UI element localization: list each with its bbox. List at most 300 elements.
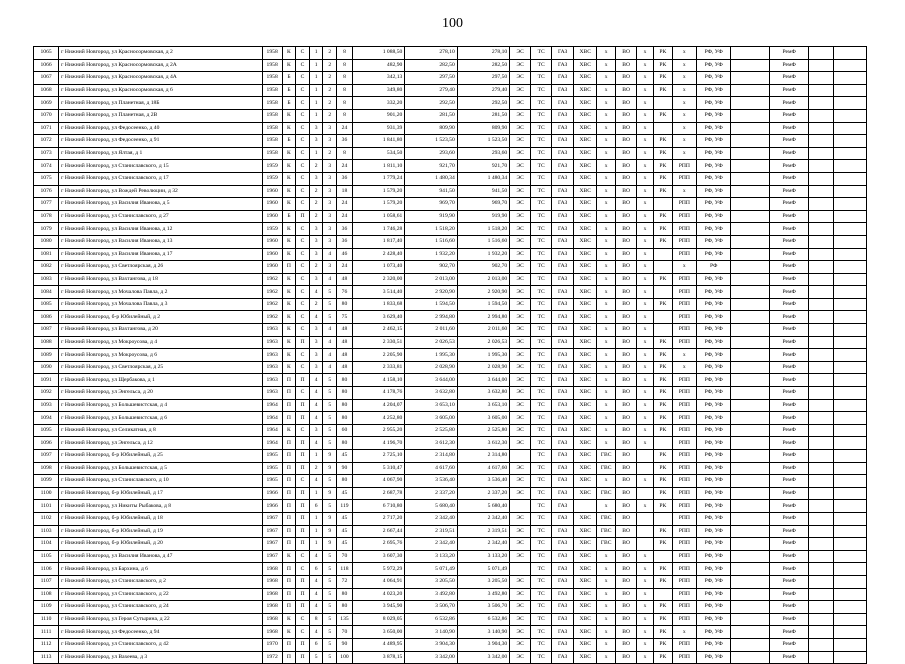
cell-electricity: ЭС — [510, 336, 531, 349]
cell-total-area: 3 650,00 — [352, 626, 404, 639]
cell-col-17: х — [637, 563, 654, 576]
cell-address: г Нижний Новгород, ул Мокроусова, д 6 — [59, 349, 263, 362]
cell-heating: ТС — [531, 437, 552, 450]
cell-total-area: 1 579,20 — [352, 198, 404, 211]
cell-build-year: 1958 — [262, 109, 282, 122]
cell-col-24 — [834, 626, 867, 639]
cell-living-area: 2 525,80 — [405, 424, 457, 437]
cell-wall-material: К — [282, 198, 296, 211]
cell-residential-area: 3 605,00 — [457, 412, 509, 425]
cell-col-21 — [731, 638, 770, 651]
cell-col-21 — [731, 97, 770, 110]
cell-roof-facade: РФ, УФ — [696, 84, 731, 97]
cell-gas: ГАЗ — [552, 235, 574, 248]
cell-sewerage: ВО — [616, 311, 637, 324]
cell-record-number: 1107 — [34, 575, 59, 588]
cell-residential-area: 2 013,00 — [457, 273, 509, 286]
cell-sewerage: ВО — [616, 399, 637, 412]
cell-living-area: 1 516,60 — [405, 235, 457, 248]
cell-elevator: РПП — [672, 424, 696, 437]
cell-repair-fund: РемФ — [770, 210, 809, 223]
cell-record-number: 1110 — [34, 613, 59, 626]
cell-build-year: 1970 — [262, 638, 282, 651]
cell-roof-facade: РФ — [696, 261, 731, 274]
cell-electricity: ЭС — [510, 374, 531, 387]
cell-living-area: 902,70 — [405, 261, 457, 274]
cell-entrances: 2 — [309, 462, 323, 475]
cell-total-area: 4 196,70 — [352, 437, 404, 450]
cell-elevator: РПП — [672, 500, 696, 513]
cell-apartments: 36 — [337, 223, 353, 236]
cell-col-21 — [731, 550, 770, 563]
cell-sewerage: ВО — [616, 361, 637, 374]
cell-apartments: 45 — [337, 538, 353, 551]
cell-floor-type: П — [296, 525, 310, 538]
cell-cold-water: ХВС — [574, 172, 597, 185]
cell-repair-fund: РемФ — [770, 349, 809, 362]
cell-col-21 — [731, 135, 770, 148]
cell-ventilation: РК — [653, 424, 672, 437]
cell-living-area: 1 995,30 — [405, 349, 457, 362]
cell-repair-fund: РемФ — [770, 135, 809, 148]
cell-roof-facade: РФ, УФ — [696, 198, 731, 211]
cell-wall-material: К — [282, 59, 296, 72]
cell-electricity: ЭС — [510, 575, 531, 588]
cell-living-area: 2 013,00 — [405, 273, 457, 286]
cell-sewerage: ВО — [616, 349, 637, 362]
cell-repair-fund: РемФ — [770, 261, 809, 274]
cell-heating: ТС — [531, 399, 552, 412]
cell-record-number: 1097 — [34, 450, 59, 463]
cell-address: г Нижний Новгород, ул Большевистская, д 5 — [59, 462, 263, 475]
cell-residential-area: 3 492,80 — [457, 588, 509, 601]
cell-gas: ГАЗ — [552, 638, 574, 651]
cell-elevator: РПП — [672, 601, 696, 614]
cell-record-number: 1106 — [34, 563, 59, 576]
cell-apartments: 135 — [337, 613, 353, 626]
cell-wall-material: Б — [282, 72, 296, 85]
cell-ventilation: РК — [653, 59, 672, 72]
cell-col-17: х — [637, 84, 654, 97]
cell-living-area: 297,50 — [405, 72, 457, 85]
cell-col-24 — [834, 512, 867, 525]
cell-sewerage: ВО — [616, 563, 637, 576]
cell-electricity: ЭС — [510, 399, 531, 412]
table-row — [34, 185, 867, 198]
cell-residential-area: 282,50 — [457, 59, 509, 72]
cell-elevator: РПП — [672, 286, 696, 299]
cell-address: г Нижний Новгород, ул Станиславского, д 27 — [59, 210, 263, 223]
cell-living-area: 1 523,50 — [405, 135, 457, 148]
cell-repair-fund: РемФ — [770, 538, 809, 551]
cell-floor-type: П — [296, 210, 310, 223]
cell-floor-type: П — [296, 374, 310, 387]
cell-roof-facade: РФ, УФ — [696, 638, 731, 651]
cell-total-area: 4 178,76 — [352, 387, 404, 400]
cell-gas: ГАЗ — [552, 47, 574, 60]
cell-col-24 — [834, 109, 867, 122]
cell-col-21 — [731, 374, 770, 387]
cell-col-17: х — [637, 500, 654, 513]
cell-floors: 3 — [323, 122, 337, 135]
cell-roof-facade: РФ, УФ — [696, 223, 731, 236]
cell-col-17: х — [637, 387, 654, 400]
cell-residential-area: 919,90 — [457, 210, 509, 223]
cell-repair-fund: РемФ — [770, 361, 809, 374]
cell-floor-type: П — [296, 638, 310, 651]
cell-apartments: 24 — [337, 198, 353, 211]
cell-col-17: х — [637, 235, 654, 248]
cell-ventilation: РК — [653, 500, 672, 513]
cell-build-year: 1958 — [262, 59, 282, 72]
cell-cold-water: ХВС — [574, 651, 597, 664]
cell-record-number: 1066 — [34, 59, 59, 72]
cell-electricity: ЭС — [510, 588, 531, 601]
cell-col-21 — [731, 185, 770, 198]
cell-col-21 — [731, 223, 770, 236]
cell-address: г Нижний Новгород, ул Василия Иванова, д 47 — [59, 550, 263, 563]
cell-floors: 3 — [323, 172, 337, 185]
cell-col-24 — [834, 588, 867, 601]
cell-elevator: РПП — [672, 512, 696, 525]
cell-repair-fund: РемФ — [770, 626, 809, 639]
cell-residential-area: 2 342,40 — [457, 512, 509, 525]
cell-hot-water: х — [597, 248, 616, 261]
cell-hot-water: х — [597, 361, 616, 374]
cell-col-24 — [834, 361, 867, 374]
cell-total-area: 3 607,30 — [352, 550, 404, 563]
cell-wall-material: П — [282, 261, 296, 274]
cell-col-21 — [731, 399, 770, 412]
cell-ventilation: РК — [653, 462, 672, 475]
cell-apartments: 100 — [337, 651, 353, 664]
cell-col-24 — [834, 185, 867, 198]
cell-floors: 5 — [323, 311, 337, 324]
cell-residential-area: 5 680,40 — [457, 500, 509, 513]
cell-heating: ТС — [531, 638, 552, 651]
cell-build-year: 1967 — [262, 525, 282, 538]
cell-entrances: 3 — [309, 361, 323, 374]
cell-elevator: х — [672, 59, 696, 72]
cell-col-24 — [834, 273, 867, 286]
cell-sewerage: ВО — [616, 588, 637, 601]
table-row — [34, 424, 867, 437]
cell-cold-water: ХВС — [574, 399, 597, 412]
cell-elevator: РПП — [672, 487, 696, 500]
cell-build-year: 1958 — [262, 84, 282, 97]
cell-apartments: 8 — [337, 97, 353, 110]
table-row — [34, 47, 867, 60]
cell-wall-material: К — [282, 223, 296, 236]
cell-total-area: 1 073,40 — [352, 261, 404, 274]
cell-entrances: 3 — [309, 349, 323, 362]
cell-address: г Нижний Новгород, ул Станиславского, д 24 — [59, 601, 263, 614]
cell-col-24 — [834, 147, 867, 160]
table-row — [34, 210, 867, 223]
cell-apartments: 45 — [337, 450, 353, 463]
cell-col-24 — [834, 135, 867, 148]
cell-sewerage: ВО — [616, 160, 637, 173]
cell-ventilation: РК — [653, 487, 672, 500]
cell-wall-material: К — [282, 336, 296, 349]
cell-repair-fund: РемФ — [770, 298, 809, 311]
table-row — [34, 273, 867, 286]
cell-floor-type: С — [296, 361, 310, 374]
cell-repair-fund: РемФ — [770, 235, 809, 248]
cell-hot-water: х — [597, 210, 616, 223]
cell-roof-facade: РФ, УФ — [696, 361, 731, 374]
cell-elevator: РПП — [672, 374, 696, 387]
cell-ventilation: РК — [653, 210, 672, 223]
cell-hot-water: х — [597, 109, 616, 122]
cell-roof-facade: РФ, УФ — [696, 336, 731, 349]
cell-repair-fund: РемФ — [770, 500, 809, 513]
cell-repair-fund: РемФ — [770, 550, 809, 563]
cell-hot-water: х — [597, 122, 616, 135]
cell-heating: ТС — [531, 387, 552, 400]
cell-sewerage: ВО — [616, 298, 637, 311]
cell-total-area: 349,80 — [352, 84, 404, 97]
cell-living-area: 3 612,30 — [405, 437, 457, 450]
cell-elevator: РПП — [672, 172, 696, 185]
cell-col-23 — [809, 336, 834, 349]
cell-roof-facade: РФ, УФ — [696, 311, 731, 324]
cell-ventilation: РК — [653, 563, 672, 576]
cell-roof-facade: РФ, УФ — [696, 273, 731, 286]
cell-elevator: РПП — [672, 235, 696, 248]
cell-build-year: 1962 — [262, 298, 282, 311]
cell-residential-area: 2 314,80 — [457, 450, 509, 463]
cell-entrances: 4 — [309, 626, 323, 639]
cell-address: г Нижний Новгород, ул Красносормовская, д 6 — [59, 84, 263, 97]
cell-living-area: 969,70 — [405, 198, 457, 211]
cell-apartments: 48 — [337, 273, 353, 286]
cell-col-21 — [731, 286, 770, 299]
cell-total-area: 4 023,20 — [352, 588, 404, 601]
cell-address: г Нижний Новгород, ул Вахеева, д 3 — [59, 651, 263, 664]
cell-hot-water: х — [597, 336, 616, 349]
cell-heating: ТС — [531, 109, 552, 122]
cell-gas: ГАЗ — [552, 160, 574, 173]
cell-cold-water: ХВС — [574, 424, 597, 437]
cell-address: г Нижний Новгород, ул Героя Сутырина, д 22 — [59, 613, 263, 626]
cell-col-21 — [731, 122, 770, 135]
cell-address: г Нижний Новгород, ул Бархина, д 6 — [59, 563, 263, 576]
cell-electricity: ЭС — [510, 349, 531, 362]
cell-wall-material: К — [282, 248, 296, 261]
cell-record-number: 1104 — [34, 538, 59, 551]
cell-residential-area: 293,60 — [457, 147, 509, 160]
cell-roof-facade: РФ, УФ — [696, 135, 731, 148]
cell-wall-material: К — [282, 550, 296, 563]
cell-wall-material: К — [282, 235, 296, 248]
cell-floors: 2 — [323, 84, 337, 97]
cell-sewerage: ВО — [616, 550, 637, 563]
cell-living-area: 1 518,20 — [405, 223, 457, 236]
cell-living-area: 2 920,90 — [405, 286, 457, 299]
cell-floors: 5 — [323, 475, 337, 488]
cell-col-17: х — [637, 311, 654, 324]
cell-record-number: 1077 — [34, 198, 59, 211]
cell-col-24 — [834, 437, 867, 450]
cell-residential-area: 279,40 — [457, 84, 509, 97]
cell-col-23 — [809, 399, 834, 412]
cell-col-17: х — [637, 122, 654, 135]
cell-build-year: 1968 — [262, 613, 282, 626]
cell-total-area: 3 878,15 — [352, 651, 404, 664]
cell-residential-area: 3 133,20 — [457, 550, 509, 563]
cell-floor-type: П — [296, 588, 310, 601]
cell-gas: ГАЗ — [552, 412, 574, 425]
cell-ventilation: РК — [653, 273, 672, 286]
cell-living-area: 2 337,20 — [405, 487, 457, 500]
cell-floors: 5 — [323, 437, 337, 450]
cell-floors: 5 — [323, 638, 337, 651]
cell-floor-type: П — [296, 487, 310, 500]
cell-entrances: 2 — [309, 185, 323, 198]
cell-col-24 — [834, 298, 867, 311]
table-row — [34, 122, 867, 135]
cell-record-number: 1094 — [34, 412, 59, 425]
cell-total-area: 4 064,91 — [352, 575, 404, 588]
cell-address: г Нижний Новгород, ул Светлоярская, д 26 — [59, 261, 263, 274]
cell-address: г Нижний Новгород, ул Мокроусова, д 4 — [59, 336, 263, 349]
cell-total-area: 931,39 — [352, 122, 404, 135]
cell-address: г Нижний Новгород, ул Станиславского, д 10 — [59, 475, 263, 488]
cell-gas: ГАЗ — [552, 135, 574, 148]
cell-wall-material: П — [282, 601, 296, 614]
cell-living-area: 919,90 — [405, 210, 457, 223]
cell-repair-fund: РемФ — [770, 72, 809, 85]
cell-residential-area: 941,50 — [457, 185, 509, 198]
cell-apartments: 48 — [337, 361, 353, 374]
cell-repair-fund: РемФ — [770, 525, 809, 538]
cell-address: г Нижний Новгород, ул Планетная, д 18Б — [59, 97, 263, 110]
cell-col-17: х — [637, 651, 654, 664]
cell-sewerage: ВО — [616, 198, 637, 211]
cell-col-17: х — [637, 59, 654, 72]
cell-sewerage: ВО — [616, 412, 637, 425]
table-row — [34, 72, 867, 85]
cell-residential-area: 1 480,34 — [457, 172, 509, 185]
cell-floors: 4 — [323, 349, 337, 362]
cell-apartments: 45 — [337, 487, 353, 500]
cell-floors: 5 — [323, 563, 337, 576]
cell-roof-facade: РФ, УФ — [696, 437, 731, 450]
cell-elevator: РПП — [672, 651, 696, 664]
cell-col-23 — [809, 324, 834, 337]
cell-heating: ТС — [531, 59, 552, 72]
cell-residential-area: 1 523,50 — [457, 135, 509, 148]
cell-wall-material: К — [282, 160, 296, 173]
cell-apartments: 48 — [337, 324, 353, 337]
cell-gas: ГАЗ — [552, 487, 574, 500]
cell-floors: 9 — [323, 512, 337, 525]
cell-ventilation: РК — [653, 72, 672, 85]
cell-electricity — [510, 563, 531, 576]
cell-repair-fund: РемФ — [770, 638, 809, 651]
cell-record-number: 1075 — [34, 172, 59, 185]
table-row — [34, 512, 867, 525]
cell-living-area: 279,40 — [405, 84, 457, 97]
cell-ventilation: РК — [653, 475, 672, 488]
cell-repair-fund: РемФ — [770, 575, 809, 588]
cell-col-24 — [834, 563, 867, 576]
cell-repair-fund: РемФ — [770, 563, 809, 576]
cell-residential-area: 292,50 — [457, 97, 509, 110]
cell-ventilation: РК — [653, 223, 672, 236]
cell-sewerage: ВО — [616, 223, 637, 236]
cell-wall-material: К — [282, 273, 296, 286]
cell-col-24 — [834, 349, 867, 362]
cell-floor-type: С — [296, 47, 310, 60]
cell-gas: ГАЗ — [552, 538, 574, 551]
table-row — [34, 601, 867, 614]
cell-apartments: 80 — [337, 437, 353, 450]
cell-residential-area: 3 140,90 — [457, 626, 509, 639]
cell-build-year: 1964 — [262, 412, 282, 425]
cell-col-24 — [834, 387, 867, 400]
cell-wall-material: К — [282, 47, 296, 60]
cell-floors: 3 — [323, 198, 337, 211]
cell-roof-facade: РФ, УФ — [696, 160, 731, 173]
cell-total-area: 482,90 — [352, 59, 404, 72]
cell-entrances: 1 — [309, 525, 323, 538]
cell-heating: ТС — [531, 462, 552, 475]
cell-roof-facade: РФ, УФ — [696, 298, 731, 311]
cell-hot-water: х — [597, 185, 616, 198]
cell-col-17 — [637, 462, 654, 475]
cell-sewerage: ВО — [616, 651, 637, 664]
cell-floor-type: С — [296, 475, 310, 488]
table-row — [34, 223, 867, 236]
cell-entrances: 3 — [309, 223, 323, 236]
cell-col-23 — [809, 487, 834, 500]
cell-apartments: 76 — [337, 286, 353, 299]
cell-repair-fund: РемФ — [770, 185, 809, 198]
cell-residential-area: 969,70 — [457, 198, 509, 211]
cell-hot-water: х — [597, 59, 616, 72]
cell-floors: 3 — [323, 135, 337, 148]
cell-gas: ГАЗ — [552, 563, 574, 576]
cell-address: г Нижний Новгород, ул Селикатная, д 8 — [59, 424, 263, 437]
cell-living-area: 3 140,90 — [405, 626, 457, 639]
table-row — [34, 374, 867, 387]
cell-col-21 — [731, 575, 770, 588]
cell-gas: ГАЗ — [552, 311, 574, 324]
cell-col-17: х — [637, 223, 654, 236]
cell-build-year: 1967 — [262, 512, 282, 525]
cell-col-17: х — [637, 550, 654, 563]
cell-floors: 2 — [323, 147, 337, 160]
cell-cold-water: ХВС — [574, 59, 597, 72]
cell-address: г Нижний Новгород, ул Красносормовская, д 2А — [59, 59, 263, 72]
cell-electricity: ЭС — [510, 626, 531, 639]
cell-elevator: РПП — [672, 538, 696, 551]
cell-col-23 — [809, 349, 834, 362]
cell-col-21 — [731, 172, 770, 185]
cell-living-area: 941,50 — [405, 185, 457, 198]
cell-entrances: 4 — [309, 575, 323, 588]
cell-build-year: 1968 — [262, 575, 282, 588]
cell-entrances: 4 — [309, 387, 323, 400]
cell-apartments: 72 — [337, 575, 353, 588]
cell-residential-area: 2 026,53 — [457, 336, 509, 349]
cell-heating: ТС — [531, 361, 552, 374]
cell-residential-area: 3 342,00 — [457, 651, 509, 664]
cell-floors: 2 — [323, 47, 337, 60]
cell-hot-water: х — [597, 172, 616, 185]
